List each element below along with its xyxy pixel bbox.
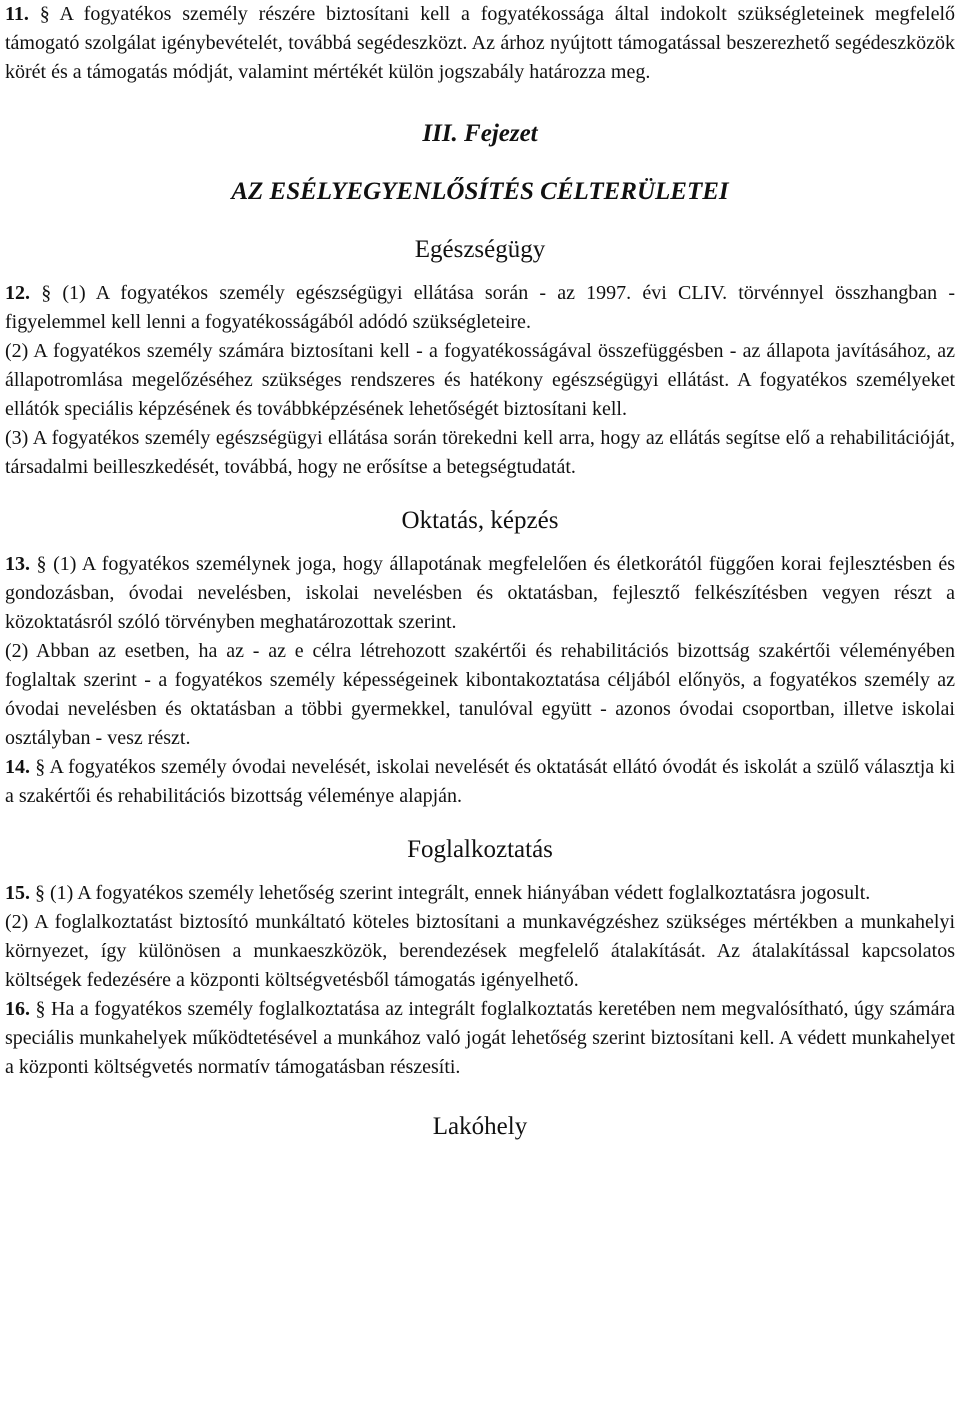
- section-number: 16.: [5, 998, 30, 1020]
- section-sign: §: [36, 553, 47, 575]
- heading-employment: Foglalkoztatás: [407, 836, 553, 863]
- section-text: Ha a fogyatékos személy foglalkoztatása az integrált foglalkoztatás keretében nem megvalósítható, úgy számára speciális munkahelyek működtetésével a munkához való jogát lehetőség szerint biztosítani kell. A védett munkahelyet a központi költségvetés normatív támogatásban részesíti.: [5, 998, 956, 1078]
- section-sign: §: [35, 998, 46, 1020]
- section-11: [5, 0, 955, 87]
- section-text: A fogyatékos személy részére biztosítani kell a fogyatékossága által indokolt szükségleteinek megfelelő támogató szolgálat igénybevételét, továbbá segédeszközt. Az árhoz nyújtott támogatással beszerezhető segédeszközök körét és a támogatás módját, valamint mértékét külön jogszabály határozza meg.: [5, 3, 956, 83]
- section-12-p1: [5, 279, 955, 337]
- section-15-p2: (2) A foglalkoztatást biztosító munkáltató köteles biztosítani a munkavégzéshez szükséges mértékben a munkahelyi környezet, így különösen a munkaeszközök, berendezések megfelelő átalakítását. Az átalakítással kapcsolatos költségek fedezésére a központi költségvetésből támogatás igényelhető.: [5, 911, 955, 991]
- section-text: (1) A fogyatékos személy egészségügyi ellátása során - az 1997. évi CLIV. törvénnyel összhangban - figyelemmel kell lenni a fogyatékosságából adódó szükségleteire.: [5, 282, 955, 333]
- section-sign: §: [35, 882, 45, 904]
- section-12-p2: (2) A fogyatékos személy számára biztosítani kell - a fogyatékosságával összefüggésben - az állapota javításához, az állapotromlása megelőzéséhez szükséges rendszeres és hatékony egészségügyi ellátást. A fogyatékos személyeket ellátók speciális képzésének és továbbképzésének lehetőségét biztosítani kell.: [5, 340, 955, 420]
- section-12-p3: (3) A fogyatékos személy egészségügyi ellátása során törekedni kell arra, hogy az ellátás segítse elő a rehabilitációját, társadalmi beilleszkedését, továbbá, hogy ne erősítse a betegségtudatát.: [5, 427, 955, 478]
- chapter-title: AZ ESÉLYEGYENLŐSÍTÉS CÉLTERÜLETEI: [231, 178, 729, 205]
- section-number: 15.: [5, 882, 30, 904]
- section-16: [5, 995, 955, 1082]
- section-number: 11.: [5, 3, 29, 25]
- section-15-p1: [5, 879, 955, 908]
- section-sign: §: [41, 282, 52, 304]
- section-text: A fogyatékos személy óvodai nevelését, iskolai nevelését és oktatását ellátó óvodát és iskolát a szülő választja ki a szakértői és rehabilitációs bizottság véleménye alapján.: [5, 756, 956, 807]
- section-number: 14.: [5, 756, 30, 778]
- section-number: 12.: [5, 282, 30, 304]
- section-13-p2: (2) Abban az esetben, ha az - az e célra létrehozott szakértői és rehabilitációs bizottság szakértői véleményében foglaltak szerint - a fogyatékos személy képességeinek kibontakoztatása céljából előnyös, a fogyatékos személy az óvodai nevelésben és oktatásban a többi gyermekkel, tanulóval együtt - azonos óvodai csoportban, illetve iskolai osztályban - vesz részt.: [5, 640, 955, 749]
- section-text: (1) A fogyatékos személynek joga, hogy állapotának megfelelően és életkorától függően korai fejlesztésben és gondozásban, óvodai nevelésben, iskolai nevelésben és oktatásban, fejlesztő felkészítésben vegyen részt a közoktatásról szóló törvényben meghatározottak szerint.: [5, 553, 956, 633]
- section-text: (1) A fogyatékos személy lehetőség szerint integrált, ennek hiányában védett foglalkoztatásra jogosult.: [50, 882, 871, 904]
- heading-health: Egészségügy: [414, 236, 546, 263]
- section-sign: §: [35, 756, 46, 778]
- section-14: [5, 753, 955, 811]
- section-sign: §: [39, 3, 50, 25]
- section-number: 13.: [5, 553, 30, 575]
- document-page: [5, 0, 955, 1142]
- chapter-number: III. Fejezet: [422, 120, 538, 147]
- heading-education: Oktatás, képzés: [401, 507, 559, 534]
- section-13-p1: [5, 550, 955, 637]
- heading-housing: Lakóhely: [432, 1113, 528, 1140]
